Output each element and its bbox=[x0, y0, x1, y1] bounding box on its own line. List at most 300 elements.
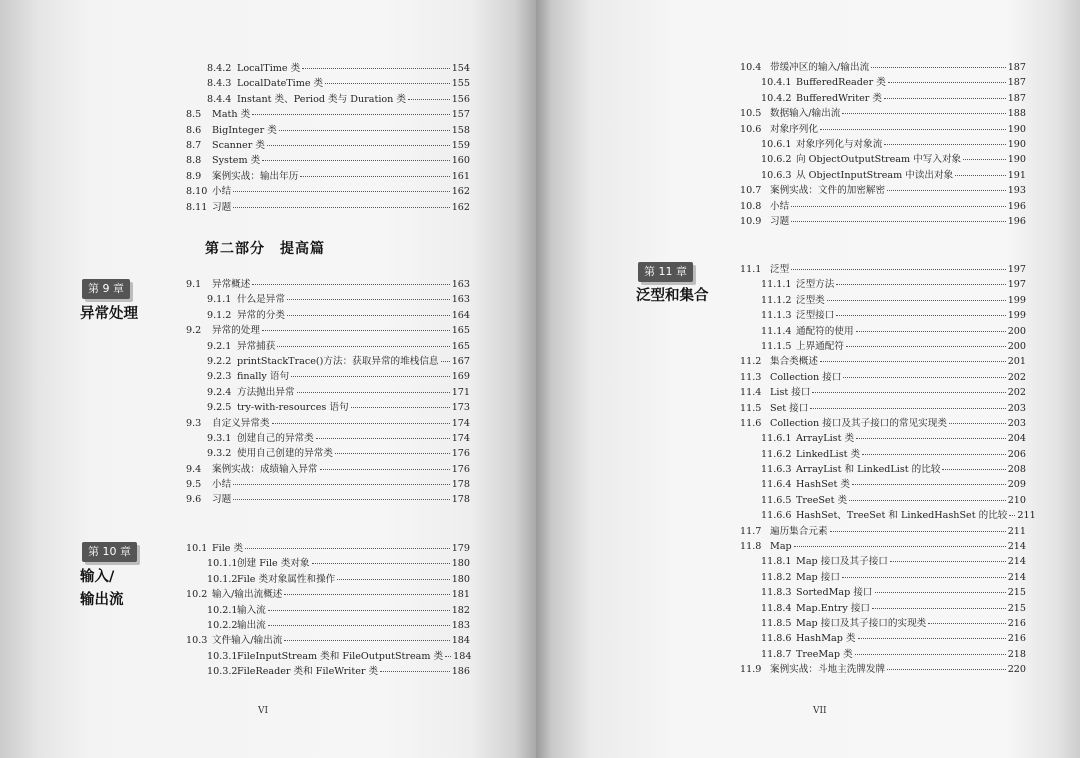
toc-leader-dots bbox=[955, 175, 1005, 176]
toc-entry bbox=[186, 587, 470, 602]
toc-leader-dots bbox=[262, 160, 449, 161]
toc-entry-page: 178 bbox=[451, 494, 470, 506]
toc-entry bbox=[186, 462, 470, 477]
toc-entry-number: 10.3.2 bbox=[207, 666, 238, 678]
toc-entry-page: 155 bbox=[451, 78, 470, 90]
left-page-number: VI bbox=[258, 706, 269, 716]
toc-entry-page: 193 bbox=[1007, 185, 1026, 197]
toc-entry-title: 习题 bbox=[212, 201, 232, 213]
toc-entry bbox=[186, 477, 470, 492]
toc-entry-title: 小结 bbox=[212, 186, 232, 198]
toc-entry-number: 10.2.2 bbox=[207, 619, 238, 631]
toc-leader-dots bbox=[942, 469, 1005, 470]
toc-entry-number: 11.9 bbox=[740, 664, 762, 676]
toc-entry-number: 11.8.7 bbox=[761, 648, 792, 660]
toc-leader-dots bbox=[284, 640, 449, 641]
toc-leader-dots bbox=[849, 500, 1006, 501]
toc-entry-number: 10.6 bbox=[740, 123, 762, 135]
toc-entry-number: 9.3.2 bbox=[207, 448, 232, 460]
toc-entry-title: LocalTime 类 bbox=[237, 63, 301, 74]
toc-entry-page: 184 bbox=[451, 635, 470, 647]
toc-entry-title: Instant 类、Period 类与 Duration 类 bbox=[237, 93, 406, 105]
toc-entry-number: 8.4.3 bbox=[207, 78, 232, 90]
toc-entry-number: 11.1.5 bbox=[761, 340, 792, 352]
toc-entry-page: 181 bbox=[451, 589, 470, 601]
toc-entry-page: 210 bbox=[1007, 494, 1026, 506]
toc-entry-title: SortedMap 接口 bbox=[796, 587, 873, 599]
toc-entry bbox=[186, 400, 470, 415]
toc-entry-title: HashSet、TreeSet 和 LinkedHashSet 的比较 bbox=[796, 510, 1008, 522]
toc-list-chapter8-end bbox=[186, 61, 470, 215]
toc-entry-title: 异常的处理 bbox=[212, 325, 260, 337]
toc-entry-page: 163 bbox=[451, 294, 470, 306]
toc-entry bbox=[740, 647, 1026, 662]
toc-entry bbox=[740, 308, 1026, 323]
toc-entry-number: 8.6 bbox=[186, 124, 202, 136]
toc-entry bbox=[186, 308, 470, 323]
toc-entry-number: 11.4 bbox=[740, 387, 762, 399]
toc-leader-dots bbox=[445, 656, 451, 657]
toc-entry-title: 案例实战：文件的加密解密 bbox=[770, 185, 886, 197]
toc-entry-title: FileInputStream 类和 FileOutputStream 类 bbox=[237, 650, 444, 662]
toc-leader-dots bbox=[830, 531, 1006, 532]
toc-entry-page: 190 bbox=[1007, 138, 1026, 150]
toc-entry-page: 159 bbox=[451, 139, 470, 151]
toc-leader-dots bbox=[884, 144, 1005, 145]
toc-entry-number: 10.2 bbox=[186, 589, 208, 601]
toc-leader-dots bbox=[856, 331, 1006, 332]
toc-entry-number: 8.7 bbox=[186, 139, 202, 151]
toc-entry-title: 输出流 bbox=[237, 619, 266, 631]
toc-entry bbox=[186, 107, 470, 122]
toc-leader-dots bbox=[858, 638, 1006, 639]
toc-entry-title: BufferedWriter 类 bbox=[796, 92, 882, 104]
toc-leader-dots bbox=[836, 284, 1005, 285]
toc-leader-dots bbox=[827, 300, 1006, 301]
toc-entry bbox=[186, 649, 470, 664]
toc-entry-page: 191 bbox=[1007, 169, 1026, 181]
toc-leader-dots bbox=[887, 669, 1006, 670]
toc-leader-dots bbox=[320, 469, 450, 470]
toc-entry bbox=[740, 168, 1026, 183]
toc-leader-dots bbox=[233, 207, 450, 208]
toc-entry bbox=[186, 200, 470, 215]
toc-entry bbox=[186, 92, 470, 107]
toc-entry bbox=[740, 277, 1026, 292]
toc-leader-dots bbox=[812, 392, 1005, 393]
toc-entry bbox=[740, 106, 1026, 121]
toc-entry-page: 157 bbox=[451, 109, 470, 121]
toc-leader-dots bbox=[842, 577, 1006, 578]
toc-entry-number: 11.6.3 bbox=[761, 464, 792, 476]
toc-entry bbox=[740, 616, 1026, 631]
toc-entry-page: 187 bbox=[1007, 92, 1026, 104]
toc-entry-page: 186 bbox=[451, 666, 470, 678]
toc-entry bbox=[740, 75, 1026, 90]
toc-entry-number: 10.5 bbox=[740, 108, 762, 120]
toc-leader-dots bbox=[272, 423, 450, 424]
toc-entry-title: 异常的分类 bbox=[237, 309, 285, 321]
toc-entry-number: 11.1.1 bbox=[761, 279, 792, 291]
toc-leader-dots bbox=[843, 377, 1005, 378]
toc-entry-number: 10.1.1 bbox=[207, 558, 238, 570]
toc-entry bbox=[186, 61, 470, 76]
toc-entry-title: 习题 bbox=[770, 215, 790, 227]
toc-entry-page: 156 bbox=[451, 93, 470, 105]
toc-entry bbox=[186, 431, 470, 446]
toc-entry bbox=[740, 462, 1026, 477]
toc-entry-number: 8.11 bbox=[186, 201, 208, 213]
toc-entry bbox=[740, 152, 1026, 167]
toc-entry-number: 11.6.4 bbox=[761, 479, 792, 491]
toc-entry-number: 9.2.4 bbox=[207, 386, 232, 398]
toc-leader-dots bbox=[884, 98, 1006, 99]
toc-entry-title: 数据输入/输出流 bbox=[770, 108, 841, 120]
chapter-10-title bbox=[80, 566, 124, 612]
toc-entry-title: Map.Entry 接口 bbox=[796, 602, 871, 614]
toc-entry-number: 8.8 bbox=[186, 155, 202, 167]
toc-leader-dots bbox=[872, 608, 1006, 609]
toc-entry-title: 集合类概述 bbox=[770, 356, 818, 368]
toc-entry-number: 10.7 bbox=[740, 185, 762, 197]
toc-entry bbox=[186, 664, 470, 679]
toc-entry bbox=[740, 524, 1026, 539]
toc-entry-title: 通配符的使用 bbox=[796, 325, 854, 337]
toc-entry-title: Collection 接口及其子接口的常见实现类 bbox=[770, 417, 947, 429]
toc-entry-title: 创建自己的异常类 bbox=[237, 432, 314, 444]
toc-entry-title: 案例实战：成绩输入异常 bbox=[212, 463, 318, 475]
toc-entry-page: 216 bbox=[1007, 633, 1026, 645]
toc-entry-number: 11.6 bbox=[740, 417, 762, 429]
toc-entry-title: printStackTrace()方法：获取异常的堆栈信息 bbox=[237, 355, 439, 367]
toc-entry-page: 197 bbox=[1007, 264, 1026, 275]
toc-leader-dots bbox=[245, 548, 450, 549]
toc-entry bbox=[740, 447, 1026, 462]
toc-entry-title: File 类 bbox=[212, 543, 244, 554]
toc-entry-title: Map bbox=[770, 541, 792, 553]
toc-entry bbox=[740, 122, 1026, 137]
toc-leader-dots bbox=[890, 561, 1006, 562]
toc-leader-dots bbox=[268, 610, 450, 611]
toc-entry-title: File 类对象属性和操作 bbox=[237, 573, 336, 585]
toc-entry-page: 164 bbox=[451, 309, 470, 321]
toc-entry-number: 11.5 bbox=[740, 402, 762, 414]
toc-entry-page: 179 bbox=[451, 543, 470, 554]
toc-leader-dots bbox=[233, 191, 450, 192]
toc-leader-dots bbox=[820, 129, 1006, 130]
toc-entry-page: 209 bbox=[1007, 479, 1026, 491]
chapter-10-title-line-1: 输入/ bbox=[80, 569, 115, 585]
toc-entry-number: 11.6.1 bbox=[761, 433, 792, 445]
toc-entry bbox=[740, 585, 1026, 600]
toc-entry-title: BufferedReader 类 bbox=[796, 77, 886, 89]
toc-entry-page: 187 bbox=[1007, 62, 1026, 73]
toc-entry bbox=[186, 446, 470, 461]
toc-entry bbox=[186, 618, 470, 633]
toc-leader-dots bbox=[408, 99, 450, 100]
right-page bbox=[536, 0, 1080, 758]
toc-entry-number: 9.1.1 bbox=[207, 294, 232, 306]
toc-entry-page: 160 bbox=[451, 155, 470, 167]
toc-entry-number: 11.6.2 bbox=[761, 448, 792, 460]
toc-entry-page: 180 bbox=[451, 573, 470, 585]
toc-entry-page: 158 bbox=[451, 124, 470, 136]
toc-entry-page: 208 bbox=[1007, 464, 1026, 476]
toc-leader-dots bbox=[337, 579, 449, 580]
toc-entry-title: Math 类 bbox=[212, 109, 251, 121]
toc-leader-dots bbox=[287, 299, 450, 300]
toc-entry-title: LinkedList 类 bbox=[796, 448, 861, 460]
toc-leader-dots bbox=[380, 671, 450, 672]
toc-entry-page: 214 bbox=[1007, 556, 1026, 568]
toc-entry-page: 167 bbox=[451, 355, 470, 367]
toc-entry bbox=[740, 477, 1026, 492]
toc-entry bbox=[740, 539, 1026, 554]
toc-entry-page: 162 bbox=[451, 186, 470, 198]
toc-entry-page: 196 bbox=[1007, 215, 1026, 227]
toc-leader-dots bbox=[325, 83, 450, 84]
toc-leader-dots bbox=[441, 361, 450, 362]
toc-entry-title: 泛型类 bbox=[796, 294, 825, 306]
toc-entry bbox=[186, 603, 470, 618]
toc-entry-page: 178 bbox=[451, 479, 470, 491]
chapter-9-title bbox=[80, 303, 138, 326]
toc-entry bbox=[740, 508, 1036, 523]
toc-entry-number: 8.9 bbox=[186, 170, 202, 182]
toc-entry-title: HashMap 类 bbox=[796, 633, 856, 645]
toc-leader-dots bbox=[268, 625, 450, 626]
toc-leader-dots bbox=[316, 438, 450, 439]
toc-entry bbox=[740, 354, 1026, 369]
toc-entry-number: 11.6.5 bbox=[761, 494, 792, 506]
toc-entry-number: 10.6.3 bbox=[761, 169, 792, 181]
toc-leader-dots bbox=[291, 376, 450, 377]
toc-entry-title: finally 语句 bbox=[237, 371, 290, 383]
toc-entry-number: 10.3 bbox=[186, 635, 208, 647]
toc-entry-page: 190 bbox=[1007, 154, 1026, 166]
toc-entry-page: 211 bbox=[1007, 525, 1026, 537]
toc-entry-page: 161 bbox=[451, 170, 470, 182]
toc-entry-number: 9.2.5 bbox=[207, 402, 232, 414]
toc-entry-title: ArrayList 类 bbox=[796, 433, 855, 445]
toc-entry bbox=[186, 323, 470, 338]
toc-entry-title: List 接口 bbox=[770, 387, 811, 399]
toc-entry-number: 10.4 bbox=[740, 62, 762, 73]
toc-entry-number: 10.9 bbox=[740, 215, 762, 227]
toc-entry-number: 8.5 bbox=[186, 109, 202, 121]
toc-entry-title: 创建 File 类对象 bbox=[237, 558, 310, 570]
toc-entry-page: 180 bbox=[451, 558, 470, 570]
toc-leader-dots bbox=[233, 499, 450, 500]
toc-entry bbox=[186, 138, 470, 153]
toc-entry-page: 188 bbox=[1007, 108, 1026, 120]
right-page-number: VII bbox=[813, 706, 827, 716]
toc-entry-title: FileReader 类和 FileWriter 类 bbox=[237, 666, 379, 678]
toc-leader-dots bbox=[836, 315, 1005, 316]
toc-entry bbox=[740, 370, 1026, 385]
toc-entry bbox=[186, 153, 470, 168]
toc-entry-page: 165 bbox=[451, 340, 470, 352]
toc-entry bbox=[740, 137, 1026, 152]
toc-entry-page: 163 bbox=[451, 279, 470, 290]
toc-entry-number: 11.7 bbox=[740, 525, 762, 537]
toc-leader-dots bbox=[949, 423, 1006, 424]
toc-entry-title: LocalDateTime 类 bbox=[237, 78, 324, 90]
toc-entry-number: 11.8 bbox=[740, 541, 762, 553]
toc-entry-number: 11.8.5 bbox=[761, 617, 792, 629]
toc-entry-number: 10.4.2 bbox=[761, 92, 792, 104]
toc-entry-number: 11.1 bbox=[740, 264, 762, 275]
toc-leader-dots bbox=[846, 346, 1006, 347]
toc-leader-dots bbox=[862, 454, 1006, 455]
toc-entry-page: 190 bbox=[1007, 123, 1026, 135]
toc-entry-number: 8.4.2 bbox=[207, 63, 232, 74]
toc-entry bbox=[186, 385, 470, 400]
toc-entry-page: 197 bbox=[1007, 279, 1026, 291]
toc-entry-page: 174 bbox=[451, 432, 470, 444]
toc-entry bbox=[740, 631, 1026, 646]
toc-entry-title: HashSet 类 bbox=[796, 479, 850, 491]
toc-leader-dots bbox=[252, 284, 449, 285]
toc-entry bbox=[740, 293, 1026, 308]
toc-leader-dots bbox=[791, 221, 1006, 222]
toc-entry bbox=[186, 492, 470, 507]
toc-entry-number: 9.1.2 bbox=[207, 309, 232, 321]
toc-leader-dots bbox=[267, 145, 450, 146]
toc-entry-page: 215 bbox=[1007, 587, 1026, 599]
toc-entry-page: 201 bbox=[1007, 356, 1026, 368]
toc-entry-title: Collection 接口 bbox=[770, 371, 842, 383]
toc-entry-page: 204 bbox=[1007, 433, 1026, 445]
toc-entry-number: 10.6.1 bbox=[761, 138, 792, 150]
toc-entry-title: 泛型 bbox=[770, 264, 790, 275]
toc-leader-dots bbox=[810, 408, 1005, 409]
toc-leader-dots bbox=[856, 438, 1006, 439]
toc-entry-page: 215 bbox=[1007, 602, 1026, 614]
toc-leader-dots bbox=[287, 315, 450, 316]
toc-entry-title: 什么是异常 bbox=[237, 294, 285, 306]
toc-entry-title: ArrayList 和 LinkedList 的比较 bbox=[796, 464, 941, 476]
toc-entry-title: TreeSet 类 bbox=[796, 494, 848, 506]
toc-entry-title: 从 ObjectInputStream 中读出对象 bbox=[796, 169, 954, 181]
toc-entry bbox=[740, 324, 1026, 339]
toc-entry-number: 11.8.1 bbox=[761, 556, 792, 568]
toc-entry-number: 9.2 bbox=[186, 325, 202, 337]
toc-entry-number: 9.4 bbox=[186, 463, 202, 475]
toc-entry-page: 214 bbox=[1007, 541, 1026, 553]
toc-entry bbox=[186, 369, 470, 384]
toc-entry-number: 11.8.2 bbox=[761, 571, 792, 583]
toc-leader-dots bbox=[252, 114, 449, 115]
toc-entry-number: 10.8 bbox=[740, 200, 762, 212]
toc-entry bbox=[186, 354, 470, 369]
toc-entry-number: 9.1 bbox=[186, 279, 202, 290]
toc-entry-title: Map 接口 bbox=[796, 571, 840, 583]
toc-entry-number: 11.8.3 bbox=[761, 587, 792, 599]
toc-leader-dots bbox=[297, 392, 450, 393]
toc-entry-title: 泛型接口 bbox=[796, 310, 835, 322]
toc-leader-dots bbox=[277, 346, 449, 347]
toc-entry bbox=[186, 541, 470, 556]
toc-leader-dots bbox=[928, 623, 1005, 624]
toc-entry-title: 自定义异常类 bbox=[212, 417, 270, 429]
toc-entry bbox=[740, 262, 1026, 277]
toc-leader-dots bbox=[875, 592, 1006, 593]
toc-leader-dots bbox=[887, 190, 1006, 191]
toc-entry-title: BigInteger 类 bbox=[212, 124, 277, 136]
toc-entry-page: 202 bbox=[1007, 371, 1026, 383]
toc-entry-title: 上界通配符 bbox=[796, 340, 844, 352]
toc-entry-number: 11.1.3 bbox=[761, 310, 792, 322]
toc-entry-page: 206 bbox=[1007, 448, 1026, 460]
toc-entry-page: 202 bbox=[1007, 387, 1026, 399]
toc-leader-dots bbox=[312, 563, 450, 564]
toc-entry-page: 173 bbox=[451, 402, 470, 414]
toc-entry-page: 171 bbox=[451, 386, 470, 398]
toc-entry-title: 对象序列化与对象流 bbox=[796, 138, 883, 150]
toc-entry-number: 10.4.1 bbox=[761, 77, 792, 89]
toc-entry-page: 184 bbox=[453, 650, 472, 662]
toc-entry bbox=[186, 123, 470, 138]
toc-entry bbox=[186, 416, 470, 431]
toc-entry bbox=[740, 401, 1026, 416]
toc-entry bbox=[740, 183, 1026, 198]
toc-leader-dots bbox=[284, 594, 449, 595]
toc-entry bbox=[740, 431, 1026, 446]
toc-entry-page: 176 bbox=[451, 463, 470, 475]
toc-entry-title: Set 接口 bbox=[770, 402, 809, 414]
toc-entry bbox=[186, 339, 470, 354]
part-heading: 第二部分 提高篇 bbox=[205, 241, 325, 257]
toc-entry bbox=[186, 76, 470, 91]
toc-entry bbox=[740, 60, 1026, 75]
toc-leader-dots bbox=[1009, 515, 1015, 516]
toc-entry-page: 196 bbox=[1007, 200, 1026, 212]
toc-entry-page: 187 bbox=[1007, 77, 1026, 89]
toc-entry-page: 216 bbox=[1007, 617, 1026, 629]
toc-entry bbox=[186, 277, 470, 292]
toc-entry-title: 异常捕获 bbox=[237, 340, 276, 352]
toc-entry bbox=[186, 556, 470, 571]
toc-entry bbox=[186, 292, 470, 307]
toc-entry-number: 9.2.1 bbox=[207, 340, 232, 352]
toc-entry-title: 方法抛出异常 bbox=[237, 386, 295, 398]
toc-entry-number: 9.3 bbox=[186, 417, 202, 429]
toc-entry bbox=[740, 416, 1026, 431]
toc-entry-number: 8.4.4 bbox=[207, 93, 232, 105]
toc-entry-number: 8.10 bbox=[186, 186, 208, 198]
toc-entry-page: 199 bbox=[1007, 310, 1026, 322]
left-page bbox=[0, 0, 536, 758]
toc-entry-page: 169 bbox=[451, 371, 470, 383]
toc-leader-dots bbox=[791, 206, 1006, 207]
toc-entry bbox=[186, 633, 470, 648]
toc-leader-dots bbox=[262, 330, 450, 331]
chapter-10-title-line-2: 输出流 bbox=[80, 592, 124, 608]
toc-entry bbox=[740, 554, 1026, 569]
chapter-9-badge: 第 9 章 bbox=[82, 279, 130, 299]
toc-entry-title: 向 ObjectOutputStream 中写入对象 bbox=[796, 154, 962, 166]
toc-entry-title: 文件输入/输出流 bbox=[212, 635, 283, 647]
toc-list-chapter10-end bbox=[740, 60, 1026, 229]
toc-leader-dots bbox=[300, 176, 449, 177]
toc-entry bbox=[740, 339, 1026, 354]
toc-entry bbox=[740, 385, 1026, 400]
toc-leader-dots bbox=[855, 654, 1006, 655]
toc-entry-page: 214 bbox=[1007, 571, 1026, 583]
chapter-11-title-line: 泛型和集合 bbox=[636, 288, 709, 304]
toc-entry-title: TreeMap 类 bbox=[796, 648, 853, 660]
